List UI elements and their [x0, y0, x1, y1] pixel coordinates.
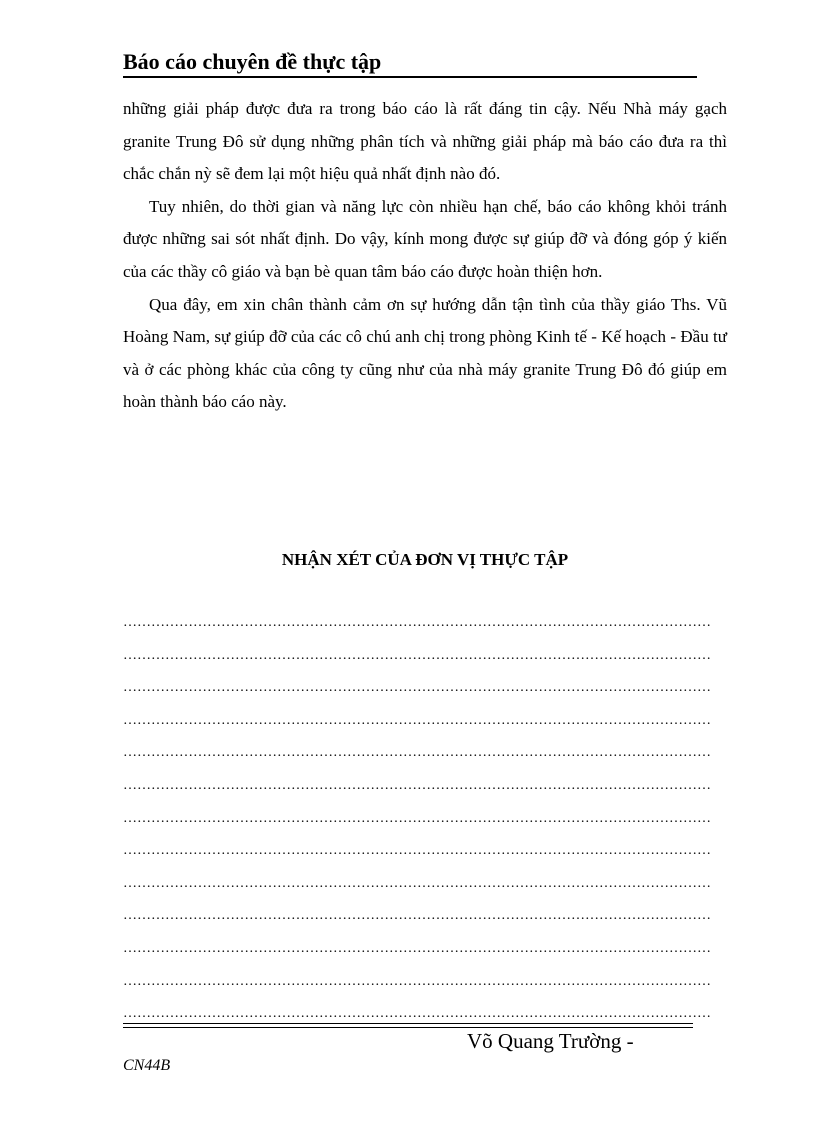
paragraph-2: Tuy nhiên, do thời gian và năng lực còn nhiều hạn chế, báo cáo không khỏi tránh được những sai sót nhất định. Do vậy, kính mong được sự giúp đỡ và đóng góp ý kiến của các thầy cô giáo và bạn bè quan tâm báo cáo được hoàn thiện hơn. — [123, 196, 727, 281]
dotted-line: ……………………………………………………………………………………………………………… — [123, 745, 711, 761]
dotted-line: ……………………………………………………………………………………………………………… — [123, 843, 711, 859]
section-title: NHẬN XÉT CỦA ĐƠN VỊ THỰC TẬP — [281, 550, 569, 569]
paragraph-1: những giải pháp được đưa ra trong báo cáo là rất đáng tin cậy. Nếu Nhà máy gạch granite Trung Đô sử dụng những phân tích và những giải pháp mà báo cáo đưa ra thì chắc chắn nỳ sẽ đem lại một hiệu quả nhất định nào đó. — [123, 99, 727, 184]
dotted-line: ……………………………………………………………………………………………………………… — [123, 647, 711, 663]
dotted-line: ……………………………………………………………………………………………………………… — [123, 940, 711, 956]
dotted-line: ……………………………………………………………………………………………………………… — [123, 615, 711, 630]
dotted-line: ……………………………………………………………………………………………………………… — [123, 712, 711, 728]
dotted-line: ……………………………………………………………………………………………………………… — [123, 908, 711, 924]
paragraph-3: Qua đây, em xin chân thành cảm ơn sự hướng dẫn tận tình của thầy giáo Ths. Vũ Hoàng Nam, sự giúp đỡ của các cô chú anh chị trong phòng Kinh tế - Kế hoạch - Đầu tư và ở các phòng khác của công ty cũng như của nhà máy granite Trung Đô đó giúp em hoàn thành báo cáo này. — [123, 294, 727, 412]
dotted-line: ……………………………………………………………………………………………………………… — [123, 875, 711, 891]
footer-author: Võ Quang Trường - — [467, 1029, 634, 1053]
dotted-line: ……………………………………………………………………………………………………………… — [123, 810, 711, 826]
body-text — [123, 93, 727, 419]
dotted-line: ……………………………………………………………………………………………………………… — [123, 1006, 711, 1022]
footer-class: CN44B — [123, 1057, 171, 1074]
comment-lines — [123, 612, 725, 1036]
dotted-line: ……………………………………………………………………………………………………………… — [123, 973, 711, 989]
dotted-line: ……………………………………………………………………………………………………………… — [123, 680, 711, 696]
dotted-line: ……………………………………………………………………………………………………………… — [123, 777, 711, 793]
page-header-title: Báo cáo chuyên đề thực tập — [123, 48, 697, 78]
